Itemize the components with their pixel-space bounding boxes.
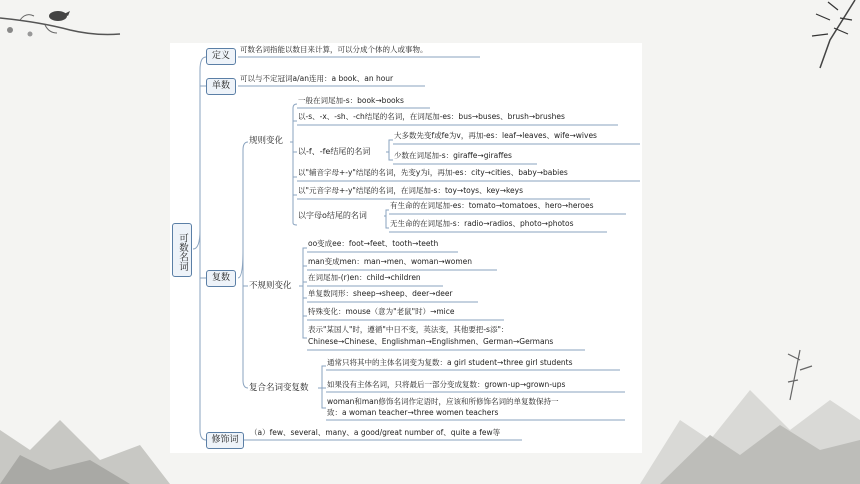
irregular-change-label: 不规则变化	[249, 281, 292, 291]
regular-s-x-sh-ch: 以-s、-x、-sh、-ch结尾的名词，在词尾加-es：bus→buses、brush→brushes	[298, 112, 565, 121]
o-ending-label: 以字母o结尾的名词	[298, 211, 367, 220]
singular-label: 单数	[211, 81, 230, 91]
compound-noun-label: 复合名词变复数	[249, 383, 309, 393]
regular-general: 一般在词尾加-s：book→books	[298, 96, 404, 105]
plural-label: 复数	[211, 273, 230, 283]
root-node[interactable]	[172, 223, 192, 277]
modifiers-text: （a）few、several、many、a good/great number of、quite a few等	[250, 428, 501, 437]
o-ending-item-1: 有生命的在词尾加-es：tomato→tomatoes、hero→heroes	[390, 201, 594, 210]
compound-item-1: 通常只将其中的主体名词变为复数：a girl student→three girl students	[327, 358, 573, 367]
consonant-y-rule: 以"辅音字母+-y"结尾的名词，先变y为i，再加-es：city→cities、baby→babies	[298, 168, 568, 177]
irregular-item-2: man变成men：man→men、woman→women	[308, 257, 472, 266]
modifiers-node[interactable]	[206, 432, 244, 449]
regular-change-label: 规则变化	[249, 136, 284, 146]
nationality-rule-line-1: 表示"某国人"时，遵循"中日不变，英法变，其他要把-s添"：	[308, 325, 509, 334]
irregular-item-3: 在词尾加-(r)en：child→children	[308, 273, 421, 282]
o-ending-item-2: 无生命的在词尾加-s：radio→radios、photo→photos	[390, 219, 574, 228]
f-fe-item-1: 大多数先变f或fe为v，再加-es：leaf→leaves、wife→wives	[394, 131, 597, 140]
definition-text: 可数名词指能以数目来计算，可以分成个体的人或事物。	[240, 45, 428, 54]
irregular-item-1: oo变成ee：foot→feet、tooth→teeth	[308, 239, 439, 248]
definition-label: 定义	[211, 51, 230, 61]
nationality-rule-line-2: Chinese→Chinese、Englishman→Englishmen、German→Germans	[308, 337, 554, 346]
root-label: 可数名词	[177, 232, 188, 271]
plural-node[interactable]	[206, 270, 236, 287]
modifiers-label: 修饰词	[211, 435, 239, 445]
definition-node[interactable]	[206, 48, 236, 65]
singular-text: 可以与不定冠词a/an连用：a book、an hour	[240, 74, 394, 83]
irregular-item-4: 单复数同形：sheep→sheep、deer→deer	[308, 289, 453, 298]
compound-item-2: 如果没有主体名词，只将最后一部分变成复数：grown-up→grown-ups	[327, 380, 566, 389]
man-woman-rule-line-1: woman和man修饰名词作定语时，应该和所修饰名词的单复数保持一	[327, 397, 559, 406]
man-woman-rule-line-2: 致：a woman teacher→three women teachers	[327, 408, 499, 417]
singular-node[interactable]	[206, 78, 236, 95]
vowel-y-rule: 以"元音字母+-y"结尾的名词，在词尾加-s：toy→toys、key→keys	[298, 186, 524, 195]
f-fe-label: 以-f、-fe结尾的名词	[298, 147, 371, 156]
f-fe-item-2: 少数在词尾加-s：giraffe→giraffes	[394, 151, 512, 160]
irregular-item-5: 特殊变化：mouse（意为"老鼠"时）→mice	[308, 307, 455, 316]
